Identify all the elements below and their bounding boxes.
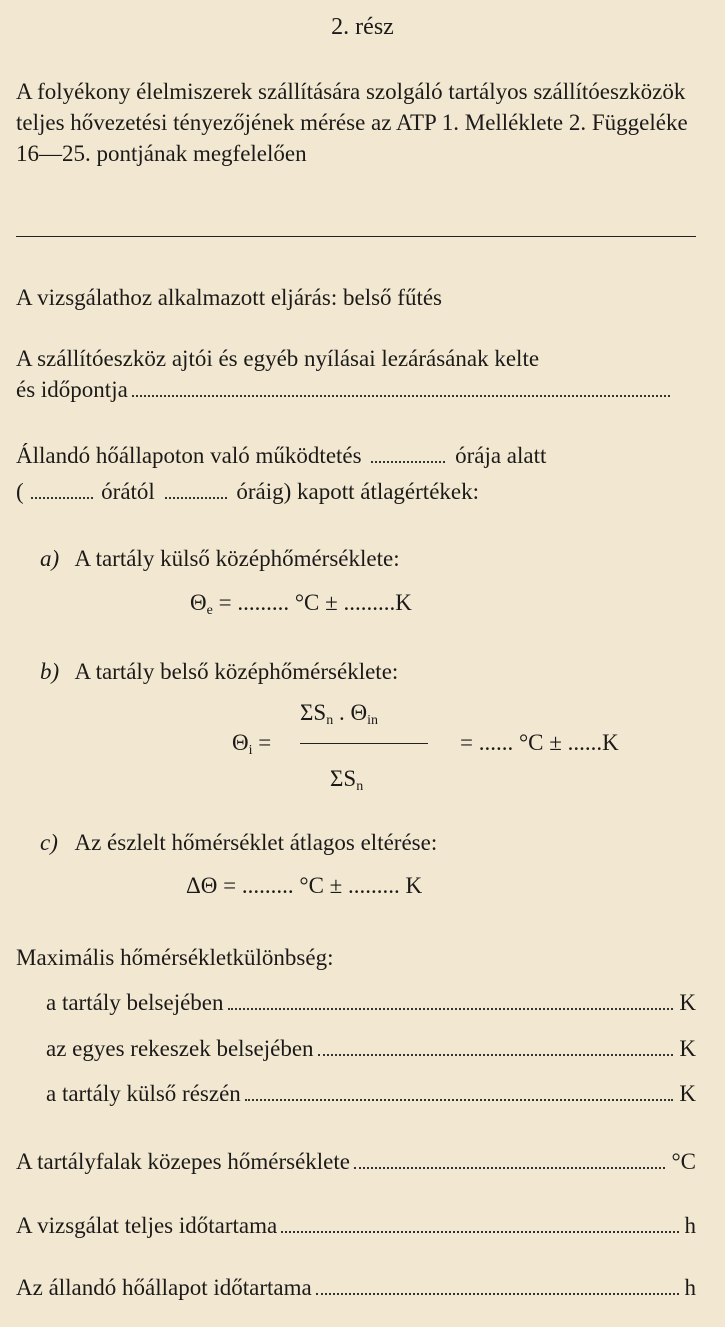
item-a-label: a) [40, 546, 60, 571]
from-hour-field[interactable] [31, 497, 93, 499]
formula-b-denominator [330, 766, 363, 795]
steady-line-2-a: ( [16, 479, 24, 504]
max-diff-row [46, 1033, 696, 1064]
max-diff-field[interactable] [245, 1099, 674, 1101]
formula-b-lhs [232, 730, 271, 759]
max-diff-row [46, 1078, 696, 1109]
numerator-sum: ΣS [300, 700, 327, 725]
steady-line-2-b: órától [101, 479, 155, 504]
steady-line-2 [16, 476, 479, 507]
closing-line-2 [16, 374, 676, 405]
max-diff-row-label: az egyes rekeszek belsejében [46, 1036, 314, 1061]
item-a [40, 543, 400, 574]
fraction-bar [300, 743, 428, 744]
denominator-sub: n [356, 779, 364, 794]
max-diff-row-label: a tartály külső részén [46, 1081, 241, 1106]
item-b [40, 656, 398, 687]
item-c [40, 827, 437, 858]
steady-line-1-a: Állandó hőállapoton való működtetés [16, 443, 362, 468]
max-diff-field[interactable] [228, 1008, 674, 1010]
formula-c-rhs: = ......... °C ± ......... K [223, 873, 423, 898]
formula-c-symbol: ΔΘ [186, 873, 218, 898]
to-hour-field[interactable] [165, 497, 227, 499]
unit-label: h [684, 1275, 696, 1300]
summary-field[interactable] [354, 1167, 665, 1169]
part-title: 2. rész [331, 14, 394, 40]
formula-b-eq: = [258, 730, 272, 755]
summary-row-label: A tartályfalak közepes hőmérséklete [16, 1149, 350, 1174]
formula-a-sub: e [206, 603, 213, 618]
formula-b-sub: i [248, 743, 253, 758]
intro-paragraph: A folyékony élelmiszerek szállítására szolgáló tartályos szállítóeszközök teljes hővezetési tényezőjének mérése az ATP 1. Melléklete 2. Függeléke 16—25. pontjának megfelelően [16, 79, 688, 166]
summary-row-label: Az állandó hőállapot időtartama [16, 1275, 312, 1300]
item-a-text: A tartály külső középhőmérséklete: [74, 546, 400, 571]
numerator-sub: n [326, 713, 334, 728]
denominator-sum: ΣS [330, 766, 357, 791]
closing-line-2-label: és időpontja [16, 377, 128, 402]
summary-field[interactable] [316, 1293, 679, 1295]
item-c-text: Az észlelt hőmérséklet átlagos eltérése: [74, 830, 438, 855]
formula-c [186, 873, 422, 899]
steady-line-1 [16, 440, 546, 471]
steady-line-2-c: óráig) kapott átlagértékek: [236, 479, 479, 504]
max-diff-field[interactable] [318, 1054, 674, 1056]
formula-b-rhs: = ...... °C ± ......K [460, 730, 619, 755]
unit-label: K [679, 1081, 696, 1106]
numerator-sub2: in [367, 713, 378, 728]
summary-row [16, 1272, 696, 1303]
summary-row [16, 1210, 696, 1241]
unit-label: K [679, 1036, 696, 1061]
unit-label: K [679, 990, 696, 1015]
max-diff-row-label: a tartály belsejében [46, 990, 224, 1015]
steady-hours-field[interactable] [371, 461, 445, 463]
steady-line-1-b: órája alatt [455, 443, 547, 468]
item-c-label: c) [40, 830, 58, 855]
formula-a-symbol: Θ [190, 590, 207, 615]
summary-field[interactable] [281, 1231, 678, 1233]
formula-a-rhs: = ......... °C ± .........K [218, 590, 412, 615]
divider [16, 236, 696, 237]
unit-label: °C [671, 1149, 696, 1174]
closing-line-1: A szállítóeszköz ajtói és egyéb nyílásai lezárásának kelte [16, 346, 540, 371]
summary-row-label: A vizsgálat teljes időtartama [16, 1213, 278, 1238]
method-line: A vizsgálathoz alkalmazott eljárás: belső fűtés [16, 285, 442, 310]
unit-label: h [684, 1213, 696, 1238]
max-diff-heading: Maximális hőmérsékletkülönbség: [16, 945, 334, 970]
closing-date-field[interactable] [132, 395, 670, 397]
formula-b-numerator [300, 700, 378, 729]
max-diff-row [46, 987, 696, 1018]
formula-a [190, 590, 412, 619]
summary-row [16, 1146, 696, 1177]
item-b-label: b) [40, 659, 60, 684]
item-b-text: A tartály belső középhőmérséklete: [74, 659, 399, 684]
formula-b-symbol: Θ [232, 730, 249, 755]
numerator-theta: . Θ [333, 700, 368, 725]
